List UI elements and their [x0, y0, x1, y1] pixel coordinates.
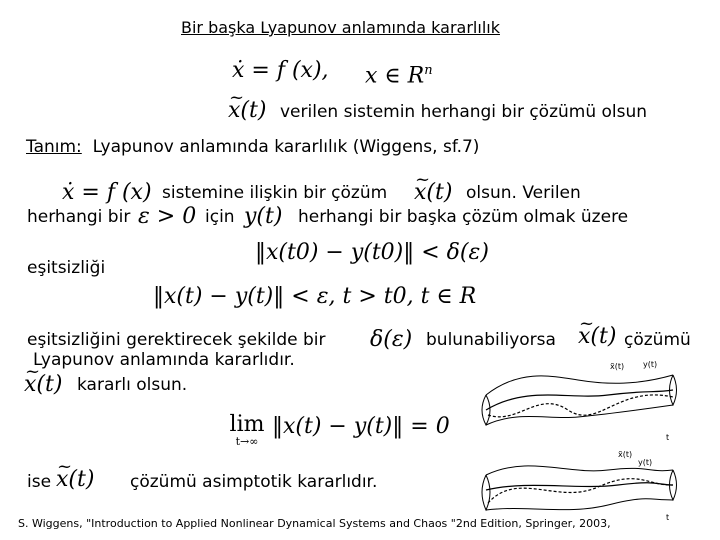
tube2-ring-left [482, 475, 490, 510]
figure1-label-x: x̃(t) [610, 362, 625, 371]
reference-citation: S. Wiggens, "Introduction to Applied Nonlinear Dynamical Systems and Chaos "2nd Edition, Springer, 2003, [18, 517, 611, 530]
system-equation: ẋ = f (x), [232, 58, 329, 83]
line7-text-a: eşitsizliğini gerektirecek şekilde bir [27, 330, 326, 350]
stability-tube-figure [478, 355, 678, 445]
stability-inequality: ‖x(t) − y(t)‖ < ε, t > t0, t ∈ R [153, 284, 477, 309]
line4-text-b: için [205, 207, 235, 227]
line7-solution-symbol: ~ x(t) [578, 324, 616, 350]
epsilon-condition: ε > 0 [138, 204, 197, 229]
esitsizligi-text: eşitsizliği [27, 258, 106, 278]
state-space-equation: x ∈ $R^n$ [365, 63, 433, 89]
definition-label: Tanım: [26, 137, 82, 157]
line3-text-b: olsun. Verilen [466, 183, 581, 203]
line11-solution-symbol: ~ x(t) [56, 467, 94, 493]
line8-text: Lyapunov anlamında kararlıdır. [33, 350, 295, 370]
figure2-label-y: y(t) [638, 458, 653, 467]
solution-text: verilen sistemin herhangi bir çözümü olsun [280, 102, 648, 122]
definition-text: Lyapunov anlamında kararlılık (Wiggens, sf.7) [92, 137, 480, 157]
line7-text-c: çözümü [624, 330, 691, 350]
line3-text-a: sistemine ilişkin bir çözüm [162, 183, 388, 203]
other-solution-symbol: y(t) [244, 204, 283, 229]
line11-text-b: çözümü asimptotik kararlıdır. [130, 472, 378, 492]
definition-line [26, 137, 479, 157]
figure1-label-t: t [666, 433, 670, 442]
line9-text: kararlı olsun. [77, 375, 188, 395]
line3-solution-symbol: ~ x(t) [414, 180, 452, 206]
tube2-upper [486, 466, 673, 475]
figure1-label-y: y(t) [643, 360, 658, 369]
solution-curve-x [486, 390, 673, 410]
system-equation-2: ẋ = f (x) [62, 180, 152, 205]
limit-operator: lim t→∞ [229, 412, 265, 448]
asymptotic-tube-figure [478, 445, 678, 525]
solution-symbol: ~ x(t) [228, 98, 266, 124]
line4-text-c: herhangi bir başka çözüm olmak üzere [298, 207, 629, 227]
figure2-label-x: x̃(t) [618, 450, 633, 459]
figure2-label-t: t [666, 513, 670, 522]
limit-expression: ‖x(t) − y(t)‖ = 0 [272, 414, 450, 439]
delta-symbol: δ(ε) [370, 327, 413, 352]
line11-text-a: ise [27, 472, 52, 492]
initial-condition-inequality: ‖x(t0) − y(t0)‖ < δ(ε) [255, 240, 489, 265]
line4-text-a: herhangi bir [27, 207, 131, 227]
line7-text-b: bulunabiliyorsa [426, 330, 556, 350]
slide-title: Bir başka Lyapunov anlamında kararlılık [181, 18, 500, 37]
line9-solution-symbol: ~ x(t) [24, 372, 62, 398]
tube2-lower [486, 499, 673, 510]
